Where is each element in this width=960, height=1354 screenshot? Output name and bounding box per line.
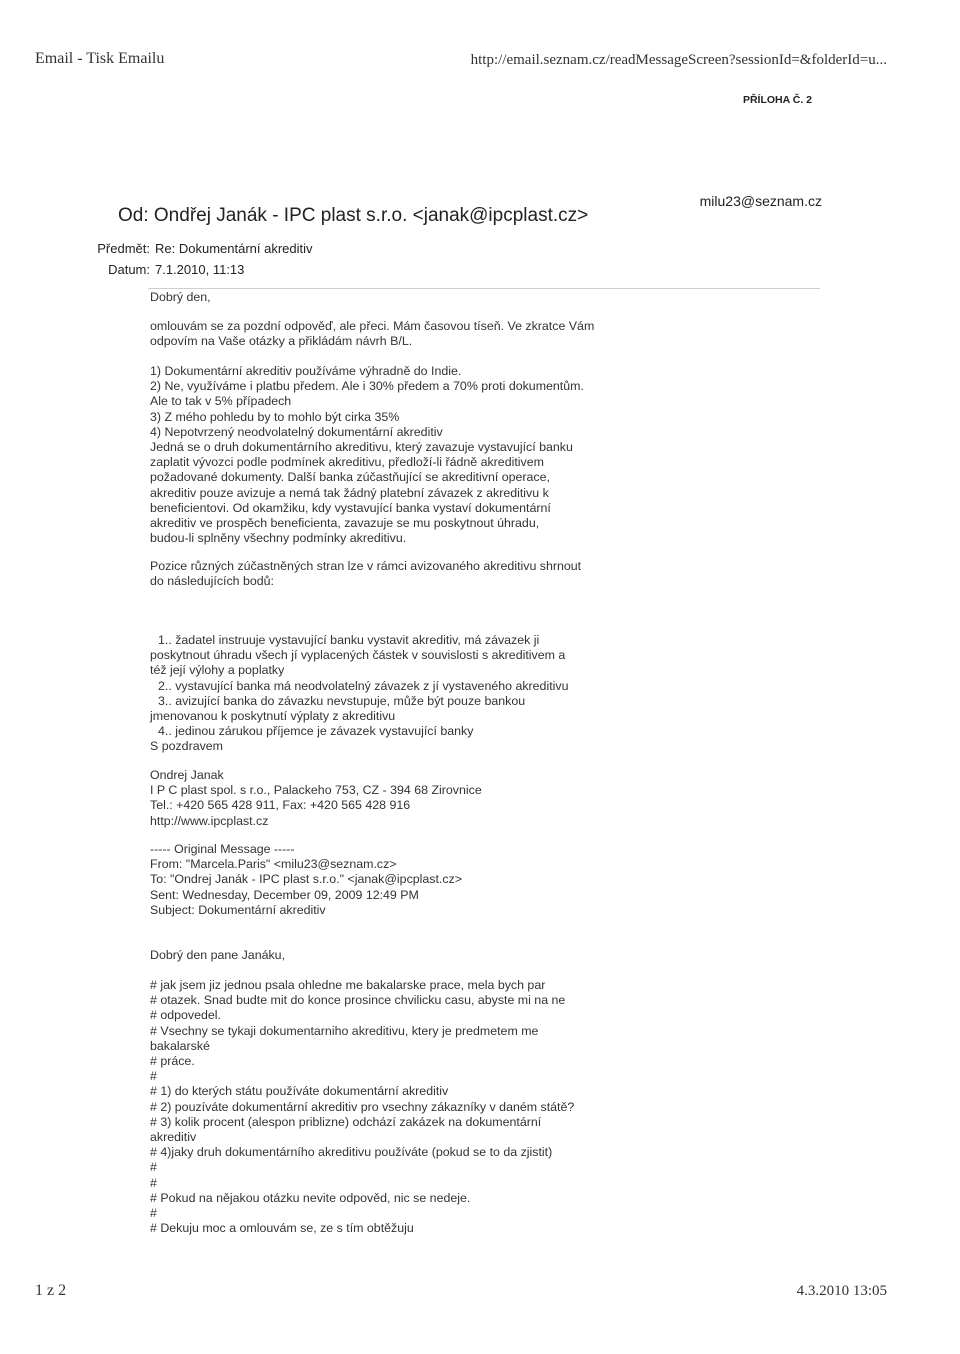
original-line: # [150, 1069, 157, 1084]
from-line [118, 205, 588, 227]
original-sent: Sent: Wednesday, December 09, 2009 12:49 PM [150, 887, 419, 902]
annex-label: PŘÍLOHA Č. 2 [742, 94, 812, 106]
original-to: To: "Ondrej Janák - IPC plast s.r.o." <janak@ipcplast.cz> [150, 872, 463, 887]
original-line: # odpovedel. [150, 1008, 221, 1023]
answer-line: požadované dokumenty. Další banka zúčastňující se akreditivní operace, [150, 470, 550, 485]
subject-label: Předmět: [97, 241, 150, 256]
message-answers [150, 364, 584, 546]
original-line: # Dekuju moc a omlouvám se, ze s tím obtěžuju [150, 1221, 414, 1236]
positions-line: Pozice různých zúčastněných stran lze v rámci avizovaného akreditivu shrnout [150, 559, 582, 573]
page-counter: 1 z 2 [35, 1282, 67, 1299]
original-line: # 4)jaky druh dokumentárního akreditivu používáte (pokud se to da zjistit) [150, 1145, 553, 1160]
original-line: akreditiv [150, 1130, 197, 1145]
from-sender[interactable]: Ondřej Janák - IPC plast s.r.o. <janak@ipcplast.cz> [153, 205, 589, 226]
signature-line: I P C plast spol. s r.o., Palackeho 753, CZ - 394 68 Zirovnice [150, 783, 482, 798]
answer-line: 3) Z mého pohledu by to mohlo být cirka 35% [150, 409, 400, 424]
point-line: 2.. vystavující banka má neodvolatelný závazek z jí vystaveného akreditivu [158, 678, 569, 693]
original-line: # 2) pouzíváte dokumentární akreditiv pro vsechny zákazníky v daném státě? [150, 1099, 575, 1114]
original-greeting: Dobrý den pane Janáku, [150, 948, 286, 962]
print-timestamp: 4.3.2010 13:05 [796, 1283, 887, 1299]
answer-line: 4) Nepotvrzený neodvolatelný dokumentární akreditiv [150, 424, 443, 439]
signature-line: Tel.: +420 565 428 911, Fax: +420 565 428 916 [150, 798, 411, 813]
original-line: # práce. [150, 1054, 195, 1069]
print-title: Email - Tisk Emailu [35, 50, 165, 67]
answer-line: Jedná se o druh dokumentárního akreditivu, který zavazuje vystavující banku [150, 440, 573, 455]
original-line: bakalarské [150, 1038, 210, 1053]
message-greeting: Dobrý den, [150, 290, 211, 304]
original-message-header [150, 842, 462, 918]
answer-line: beneficientovi. Od okamžiku, kdy vystavující banka vystaví dokumentární [150, 500, 551, 515]
original-line: # 1) do kterých státu používáte dokumentární akreditiv [150, 1084, 449, 1099]
original-from: From: "Marcela.Paris" <milu23@seznam.cz> [150, 857, 397, 872]
signature-line: Ondrej Janak [150, 768, 224, 782]
original-line: # [150, 1160, 157, 1175]
signature [150, 768, 482, 829]
positions-line: do následujících bodů: [150, 574, 274, 589]
answer-line: 1) Dokumentární akreditiv používáme výhradně do Indie. [150, 364, 462, 378]
subject-value: Re: Dokumentární akreditiv [155, 241, 313, 256]
positions-intro [150, 559, 581, 589]
signature-link[interactable]: http://www.ipcplast.cz [150, 813, 269, 828]
answer-line: zaplatit vývozci podle podmínek akreditivu, předloží-li řádně akreditivem [150, 455, 544, 470]
answer-line: budou-li splněny všechny podmínky akreditivu. [150, 531, 407, 546]
header-divider [148, 288, 820, 289]
point-line: 3.. avizující banka do závazku nevstupuje, může být pouze bankou [158, 693, 526, 708]
point-line: poskytnout úhradu všech jí vyplacených částek v souvislosti s akreditivem a [150, 648, 566, 663]
intro-line: omlouvám se za pozdní odpověď, ale přeci. Mám časovou tíseň. Ve zkratce Vám [150, 319, 595, 333]
original-line: # Vsechny se tykaji dokumentarniho akreditivu, ktery je predmetem me [150, 1023, 539, 1038]
original-line: # otazek. Snad budte mit do konce prosince chvilicku casu, abyste mi na ne [150, 993, 566, 1008]
closing: S pozdravem [150, 739, 224, 754]
answer-line: akreditiv ve prospěch beneficienta, zavazuje se mu poskytnout úhradu, [150, 516, 540, 531]
original-separator: ----- Original Message ----- [150, 842, 295, 856]
point-line: jmenovanou k poskytnutí výplaty z akreditivu [150, 709, 396, 724]
positions-points [150, 633, 568, 755]
original-line: # jak jsem jiz jednou psala ohledne me bakalarske prace, mela bych par [150, 978, 546, 992]
message-intro [150, 319, 594, 349]
original-line: # [150, 1175, 157, 1190]
point-line: 1.. žadatel instruuje vystavující banku vystavit akreditiv, má závazek ji [158, 633, 540, 647]
answer-line: akreditiv pouze avizuje a nemá tak žádný platební závazek z akreditivu k [150, 485, 549, 500]
point-line: 4.. jedinou zárukou příjemce je závazek vystavující banky [158, 724, 474, 739]
answer-line: 2) Ne, využíváme i platbu předem. Ale i 30% předem a 70% proti dokumentům. [150, 379, 584, 394]
point-line: též její výlohy a poplatky [150, 663, 285, 678]
original-line: # 3) kolik procent (alespon priblizne) odchází zakázek na dokumentární [150, 1114, 542, 1129]
original-body [150, 978, 574, 1236]
original-line: # [150, 1206, 157, 1221]
original-line: # Pokud na nějakou otázku nevite odpověd, nic se nedeje. [150, 1190, 471, 1205]
original-subject: Subject: Dokumentární akreditiv [150, 902, 326, 917]
intro-line: odpovím na Vaše otázky a přikládám návrh B/L. [150, 334, 413, 349]
answer-line: Ale to tak v 5% případech [150, 394, 292, 409]
print-url[interactable]: http://email.seznam.cz/readMessageScreen?sessionId=&folderId=u... [470, 52, 887, 68]
date-value: 7.1.2010, 11:13 [155, 262, 245, 277]
account-email: milu23@seznam.cz [699, 193, 822, 209]
date-label: Datum: [108, 262, 150, 277]
from-label: Od: [118, 205, 149, 226]
